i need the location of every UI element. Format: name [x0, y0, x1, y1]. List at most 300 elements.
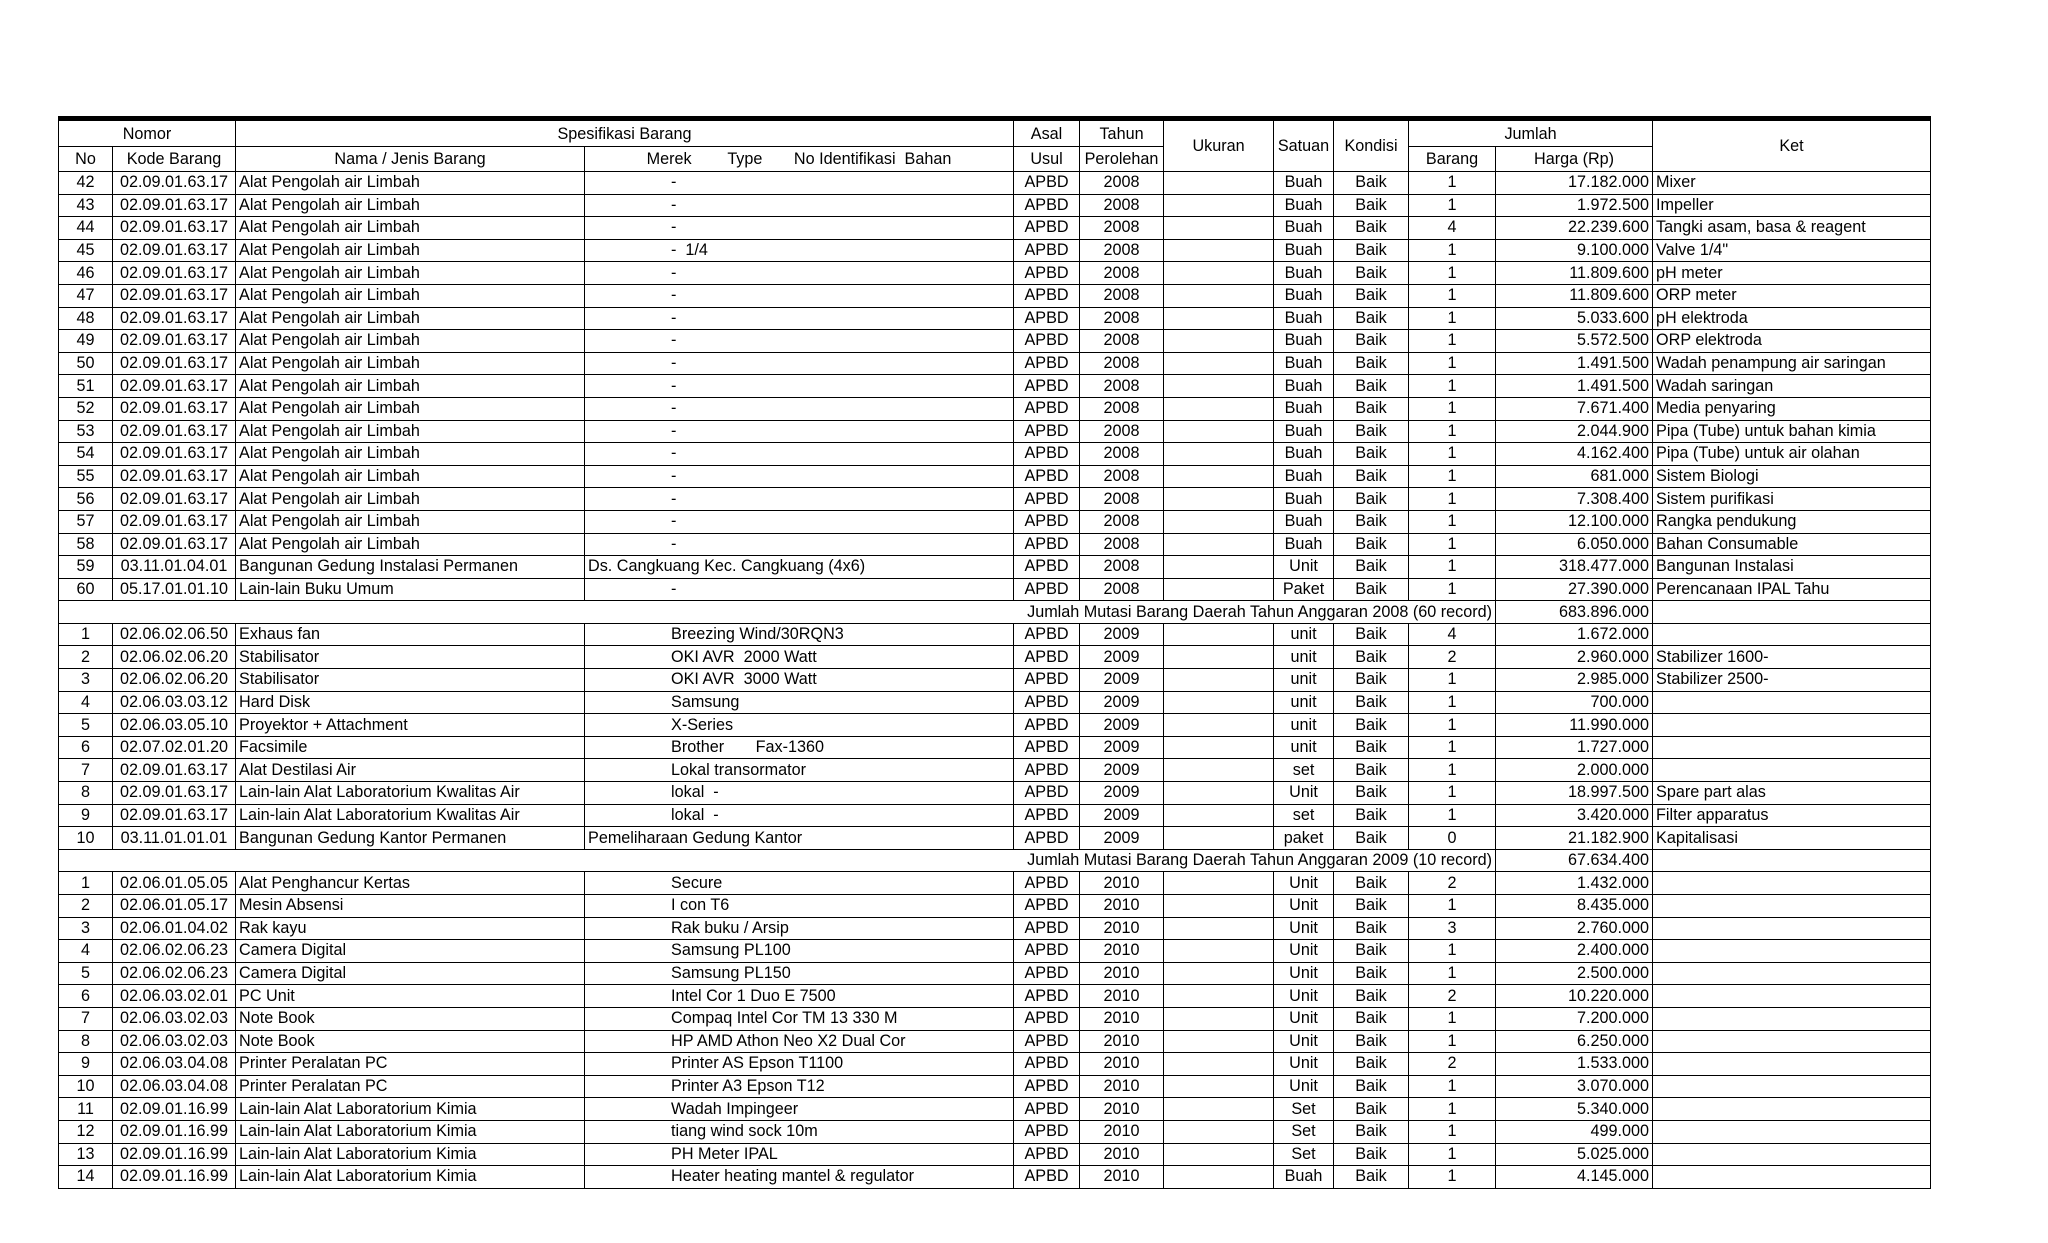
- cell-merek: I con T6: [585, 895, 1014, 918]
- subtotal-label: Jumlah Mutasi Barang Daerah Tahun Anggaran 2008 (60 record): [59, 601, 1496, 624]
- cell-ukuran: [1164, 985, 1274, 1008]
- cell-barang: 1: [1409, 375, 1496, 398]
- table-body: [59, 172, 1931, 1189]
- cell-merek: -: [585, 397, 1014, 420]
- cell-nama: Bangunan Gedung Instalasi Permanen: [236, 556, 585, 579]
- cell-barang: 1: [1409, 691, 1496, 714]
- cell-harga: 2.400.000: [1496, 940, 1653, 963]
- cell-tahun: 2008: [1080, 284, 1164, 307]
- cell-ukuran: [1164, 804, 1274, 827]
- cell-merek: Samsung PL100: [585, 940, 1014, 963]
- cell-ukuran: [1164, 827, 1274, 850]
- cell-ket: [1653, 1120, 1931, 1143]
- cell-kondisi: Baik: [1334, 172, 1409, 195]
- cell-kode: 02.09.01.63.17: [113, 782, 236, 805]
- cell-satuan: Set: [1274, 1120, 1334, 1143]
- cell-ket: [1653, 759, 1931, 782]
- cell-ket: pH elektroda: [1653, 307, 1931, 330]
- cell-ket: Wadah saringan: [1653, 375, 1931, 398]
- cell-asal: APBD: [1014, 736, 1080, 759]
- cell-nama: Lain-lain Alat Laboratorium Kimia: [236, 1143, 585, 1166]
- cell-no: 5: [59, 962, 113, 985]
- cell-no: 2: [59, 646, 113, 669]
- cell-barang: 0: [1409, 827, 1496, 850]
- cell-kode: 02.06.03.04.08: [113, 1053, 236, 1076]
- cell-kode: 02.09.01.63.17: [113, 488, 236, 511]
- cell-kondisi: Baik: [1334, 782, 1409, 805]
- cell-barang: 1: [1409, 1030, 1496, 1053]
- cell-no: 52: [59, 397, 113, 420]
- cell-harga: 2.500.000: [1496, 962, 1653, 985]
- cell-kondisi: Baik: [1334, 194, 1409, 217]
- cell-barang: 1: [1409, 533, 1496, 556]
- cell-barang: 1: [1409, 465, 1496, 488]
- cell-satuan: Buah: [1274, 262, 1334, 285]
- subtotal-ket: [1653, 601, 1931, 624]
- table-row: [59, 420, 1931, 443]
- cell-satuan: Set: [1274, 1098, 1334, 1121]
- cell-kondisi: Baik: [1334, 352, 1409, 375]
- subtotal-total: 67.634.400: [1496, 849, 1653, 872]
- cell-ket: [1653, 1007, 1931, 1030]
- cell-tahun: 2009: [1080, 691, 1164, 714]
- cell-ket: ORP elektroda: [1653, 330, 1931, 353]
- cell-kode: 02.09.01.63.17: [113, 194, 236, 217]
- table-row: [59, 895, 1931, 918]
- cell-merek: Lokal transormator: [585, 759, 1014, 782]
- header-nama-jenis-barang: Nama / Jenis Barang: [236, 147, 585, 172]
- cell-no: 48: [59, 307, 113, 330]
- cell-barang: 2: [1409, 872, 1496, 895]
- cell-ket: Tangki asam, basa & reagent: [1653, 217, 1931, 240]
- cell-merek: -: [585, 307, 1014, 330]
- cell-satuan: Set: [1274, 1143, 1334, 1166]
- cell-satuan: Unit: [1274, 940, 1334, 963]
- cell-harga: 2.760.000: [1496, 917, 1653, 940]
- cell-nama: Alat Pengolah air Limbah: [236, 510, 585, 533]
- table-row: [59, 397, 1931, 420]
- cell-asal: APBD: [1014, 1030, 1080, 1053]
- table-row: [59, 239, 1931, 262]
- cell-nama: Alat Pengolah air Limbah: [236, 375, 585, 398]
- cell-tahun: 2010: [1080, 1120, 1164, 1143]
- cell-tahun: 2010: [1080, 962, 1164, 985]
- cell-ket: [1653, 1030, 1931, 1053]
- cell-tahun: 2008: [1080, 262, 1164, 285]
- cell-harga: 1.727.000: [1496, 736, 1653, 759]
- cell-no: 3: [59, 669, 113, 692]
- cell-kondisi: Baik: [1334, 669, 1409, 692]
- cell-ukuran: [1164, 962, 1274, 985]
- cell-barang: 2: [1409, 646, 1496, 669]
- cell-satuan: Buah: [1274, 307, 1334, 330]
- cell-barang: 1: [1409, 172, 1496, 195]
- cell-satuan: unit: [1274, 623, 1334, 646]
- cell-kode: 02.07.02.01.20: [113, 736, 236, 759]
- table-row: [59, 284, 1931, 307]
- cell-kondisi: Baik: [1334, 307, 1409, 330]
- cell-kondisi: Baik: [1334, 827, 1409, 850]
- cell-satuan: set: [1274, 804, 1334, 827]
- cell-kondisi: Baik: [1334, 488, 1409, 511]
- cell-no: 43: [59, 194, 113, 217]
- cell-tahun: 2009: [1080, 759, 1164, 782]
- cell-ukuran: [1164, 239, 1274, 262]
- table-row: [59, 782, 1931, 805]
- cell-ket: Stabilizer 2500-: [1653, 669, 1931, 692]
- cell-kode: 02.09.01.16.99: [113, 1120, 236, 1143]
- cell-kondisi: Baik: [1334, 262, 1409, 285]
- cell-asal: APBD: [1014, 465, 1080, 488]
- cell-kode: 02.09.01.63.17: [113, 397, 236, 420]
- cell-satuan: Buah: [1274, 533, 1334, 556]
- cell-kondisi: Baik: [1334, 1143, 1409, 1166]
- cell-ukuran: [1164, 488, 1274, 511]
- cell-nama: PC Unit: [236, 985, 585, 1008]
- header-usul: Usul: [1014, 147, 1080, 172]
- cell-ukuran: [1164, 465, 1274, 488]
- cell-ukuran: [1164, 330, 1274, 353]
- cell-no: 42: [59, 172, 113, 195]
- cell-kode: 02.09.01.63.17: [113, 375, 236, 398]
- cell-barang: 1: [1409, 895, 1496, 918]
- cell-tahun: 2008: [1080, 556, 1164, 579]
- cell-asal: APBD: [1014, 714, 1080, 737]
- cell-ket: ORP meter: [1653, 284, 1931, 307]
- cell-harga: 2.044.900: [1496, 420, 1653, 443]
- cell-nama: Note Book: [236, 1030, 585, 1053]
- cell-tahun: 2010: [1080, 917, 1164, 940]
- cell-asal: APBD: [1014, 217, 1080, 240]
- cell-tahun: 2010: [1080, 1098, 1164, 1121]
- cell-tahun: 2008: [1080, 533, 1164, 556]
- cell-asal: APBD: [1014, 1143, 1080, 1166]
- cell-ukuran: [1164, 284, 1274, 307]
- cell-harga: 2.000.000: [1496, 759, 1653, 782]
- cell-harga: 1.432.000: [1496, 872, 1653, 895]
- cell-kode: 02.09.01.63.17: [113, 330, 236, 353]
- cell-asal: APBD: [1014, 194, 1080, 217]
- cell-tahun: 2010: [1080, 895, 1164, 918]
- cell-satuan: Unit: [1274, 985, 1334, 1008]
- table-row: [59, 172, 1931, 195]
- table-row: [59, 917, 1931, 940]
- cell-kondisi: Baik: [1334, 330, 1409, 353]
- cell-kode: 02.06.03.04.08: [113, 1075, 236, 1098]
- cell-barang: 1: [1409, 1166, 1496, 1189]
- cell-kondisi: Baik: [1334, 217, 1409, 240]
- cell-tahun: 2010: [1080, 985, 1164, 1008]
- subtotal-total: 683.896.000: [1496, 601, 1653, 624]
- cell-nama: Alat Pengolah air Limbah: [236, 217, 585, 240]
- cell-tahun: 2010: [1080, 1143, 1164, 1166]
- cell-asal: APBD: [1014, 623, 1080, 646]
- cell-harga: 22.239.600: [1496, 217, 1653, 240]
- cell-ket: Media penyaring: [1653, 397, 1931, 420]
- cell-barang: 1: [1409, 330, 1496, 353]
- cell-merek: Secure: [585, 872, 1014, 895]
- cell-barang: 3: [1409, 917, 1496, 940]
- cell-asal: APBD: [1014, 917, 1080, 940]
- cell-barang: 1: [1409, 1075, 1496, 1098]
- cell-no: 60: [59, 578, 113, 601]
- table-row: [59, 510, 1931, 533]
- header-kode-barang: Kode Barang: [113, 147, 236, 172]
- cell-kondisi: Baik: [1334, 646, 1409, 669]
- cell-kondisi: Baik: [1334, 1030, 1409, 1053]
- cell-tahun: 2010: [1080, 1075, 1164, 1098]
- cell-tahun: 2009: [1080, 736, 1164, 759]
- table-row: [59, 533, 1931, 556]
- table-row: [59, 646, 1931, 669]
- cell-satuan: Paket: [1274, 578, 1334, 601]
- cell-asal: APBD: [1014, 985, 1080, 1008]
- cell-kode: 02.06.01.04.02: [113, 917, 236, 940]
- cell-nama: Alat Pengolah air Limbah: [236, 172, 585, 195]
- cell-ukuran: [1164, 917, 1274, 940]
- cell-asal: APBD: [1014, 962, 1080, 985]
- cell-no: 1: [59, 872, 113, 895]
- table-row: [59, 262, 1931, 285]
- cell-tahun: 2010: [1080, 1007, 1164, 1030]
- cell-no: 7: [59, 759, 113, 782]
- cell-merek: -: [585, 510, 1014, 533]
- table-row: [59, 443, 1931, 466]
- cell-ket: [1653, 1053, 1931, 1076]
- cell-kondisi: Baik: [1334, 1120, 1409, 1143]
- header-jumlah: Jumlah: [1409, 119, 1653, 147]
- cell-barang: 1: [1409, 488, 1496, 511]
- cell-merek: OKI AVR 3000 Watt: [585, 669, 1014, 692]
- cell-harga: 11.809.600: [1496, 262, 1653, 285]
- cell-ukuran: [1164, 533, 1274, 556]
- cell-asal: APBD: [1014, 420, 1080, 443]
- cell-barang: 1: [1409, 352, 1496, 375]
- cell-asal: APBD: [1014, 1007, 1080, 1030]
- cell-asal: APBD: [1014, 352, 1080, 375]
- cell-kondisi: Baik: [1334, 533, 1409, 556]
- cell-satuan: Unit: [1274, 917, 1334, 940]
- cell-kode: 02.09.01.63.17: [113, 239, 236, 262]
- table-row: [59, 736, 1931, 759]
- cell-satuan: Buah: [1274, 375, 1334, 398]
- cell-nama: Lain-lain Alat Laboratorium Kwalitas Air: [236, 804, 585, 827]
- cell-ukuran: [1164, 578, 1274, 601]
- cell-barang: 1: [1409, 1143, 1496, 1166]
- cell-ukuran: [1164, 397, 1274, 420]
- cell-kondisi: Baik: [1334, 940, 1409, 963]
- cell-satuan: unit: [1274, 691, 1334, 714]
- header-tahun: Tahun: [1080, 119, 1164, 147]
- table-row: [59, 1143, 1931, 1166]
- cell-harga: 4.162.400: [1496, 443, 1653, 466]
- cell-nama: Stabilisator: [236, 669, 585, 692]
- cell-asal: APBD: [1014, 284, 1080, 307]
- cell-tahun: 2008: [1080, 217, 1164, 240]
- cell-barang: 1: [1409, 1007, 1496, 1030]
- cell-satuan: Buah: [1274, 172, 1334, 195]
- cell-harga: 7.308.400: [1496, 488, 1653, 511]
- cell-nama: Alat Pengolah air Limbah: [236, 307, 585, 330]
- cell-harga: 3.420.000: [1496, 804, 1653, 827]
- cell-nama: Alat Pengolah air Limbah: [236, 533, 585, 556]
- cell-kode: 02.09.01.63.17: [113, 284, 236, 307]
- header-satuan: Satuan: [1274, 119, 1334, 172]
- cell-satuan: Buah: [1274, 239, 1334, 262]
- cell-no: 1: [59, 623, 113, 646]
- cell-no: 49: [59, 330, 113, 353]
- cell-ukuran: [1164, 262, 1274, 285]
- cell-nama: Alat Penghancur Kertas: [236, 872, 585, 895]
- cell-asal: APBD: [1014, 1053, 1080, 1076]
- cell-merek: Samsung: [585, 691, 1014, 714]
- cell-harga: 499.000: [1496, 1120, 1653, 1143]
- cell-ket: [1653, 1098, 1931, 1121]
- cell-no: 55: [59, 465, 113, 488]
- table-row: [59, 488, 1931, 511]
- cell-kode: 02.06.01.05.05: [113, 872, 236, 895]
- cell-satuan: Buah: [1274, 330, 1334, 353]
- cell-no: 47: [59, 284, 113, 307]
- cell-ket: Filter apparatus: [1653, 804, 1931, 827]
- cell-tahun: 2009: [1080, 804, 1164, 827]
- cell-harga: 11.990.000: [1496, 714, 1653, 737]
- table-row: [59, 669, 1931, 692]
- header-merek-type: Merek Type No Identifikasi Bahan: [585, 147, 1014, 172]
- cell-tahun: 2010: [1080, 872, 1164, 895]
- cell-nama: Alat Pengolah air Limbah: [236, 465, 585, 488]
- cell-nama: Printer Peralatan PC: [236, 1075, 585, 1098]
- cell-ukuran: [1164, 307, 1274, 330]
- header-ket: Ket: [1653, 119, 1931, 172]
- cell-harga: 12.100.000: [1496, 510, 1653, 533]
- cell-kode: 05.17.01.01.10: [113, 578, 236, 601]
- cell-ket: [1653, 940, 1931, 963]
- cell-kode: 02.06.01.05.17: [113, 895, 236, 918]
- cell-kode: 03.11.01.01.01: [113, 827, 236, 850]
- table-row: [59, 194, 1931, 217]
- cell-kondisi: Baik: [1334, 623, 1409, 646]
- cell-no: 57: [59, 510, 113, 533]
- cell-asal: APBD: [1014, 1166, 1080, 1189]
- subtotal-row: [59, 849, 1931, 872]
- cell-ket: [1653, 985, 1931, 1008]
- table-row: [59, 985, 1931, 1008]
- cell-kode: 02.09.01.16.99: [113, 1143, 236, 1166]
- header-harga: Harga (Rp): [1496, 147, 1653, 172]
- table-row: [59, 1075, 1931, 1098]
- cell-merek: -: [585, 217, 1014, 240]
- cell-tahun: 2008: [1080, 465, 1164, 488]
- cell-ket: Kapitalisasi: [1653, 827, 1931, 850]
- cell-harga: 5.340.000: [1496, 1098, 1653, 1121]
- header-no: No: [59, 147, 113, 172]
- cell-harga: 5.572.500: [1496, 330, 1653, 353]
- cell-kode: 02.09.01.63.17: [113, 443, 236, 466]
- cell-harga: 7.200.000: [1496, 1007, 1653, 1030]
- cell-satuan: unit: [1274, 736, 1334, 759]
- table-row: [59, 759, 1931, 782]
- cell-barang: 1: [1409, 669, 1496, 692]
- inventory-table: [58, 116, 1931, 1189]
- cell-tahun: 2009: [1080, 623, 1164, 646]
- subtotal-label: Jumlah Mutasi Barang Daerah Tahun Anggaran 2009 (10 record): [59, 849, 1496, 872]
- cell-nama: Note Book: [236, 1007, 585, 1030]
- cell-kode: 02.06.02.06.23: [113, 962, 236, 985]
- cell-merek: - 1/4: [585, 239, 1014, 262]
- cell-satuan: Buah: [1274, 443, 1334, 466]
- cell-merek: PH Meter IPAL: [585, 1143, 1014, 1166]
- cell-nama: Mesin Absensi: [236, 895, 585, 918]
- cell-nama: Rak kayu: [236, 917, 585, 940]
- cell-merek: Brother Fax-1360: [585, 736, 1014, 759]
- table-row: [59, 872, 1931, 895]
- cell-kode: 02.09.01.63.17: [113, 804, 236, 827]
- cell-ukuran: [1164, 556, 1274, 579]
- cell-no: 56: [59, 488, 113, 511]
- cell-asal: APBD: [1014, 1120, 1080, 1143]
- cell-harga: 7.671.400: [1496, 397, 1653, 420]
- cell-ukuran: [1164, 217, 1274, 240]
- cell-merek: -: [585, 465, 1014, 488]
- cell-harga: 2.985.000: [1496, 669, 1653, 692]
- cell-kode: 02.09.01.63.17: [113, 352, 236, 375]
- cell-harga: 21.182.900: [1496, 827, 1653, 850]
- cell-harga: 9.100.000: [1496, 239, 1653, 262]
- cell-harga: 18.997.500: [1496, 782, 1653, 805]
- cell-merek: -: [585, 330, 1014, 353]
- cell-satuan: Buah: [1274, 465, 1334, 488]
- table-row: [59, 1030, 1931, 1053]
- cell-nama: Exhaus fan: [236, 623, 585, 646]
- cell-barang: 1: [1409, 239, 1496, 262]
- cell-barang: 1: [1409, 420, 1496, 443]
- table-row: [59, 578, 1931, 601]
- cell-barang: 1: [1409, 443, 1496, 466]
- cell-merek: Rak buku / Arsip: [585, 917, 1014, 940]
- cell-satuan: Unit: [1274, 1053, 1334, 1076]
- cell-ket: [1653, 872, 1931, 895]
- cell-ket: [1653, 1143, 1931, 1166]
- cell-ukuran: [1164, 872, 1274, 895]
- table-row: [59, 1120, 1931, 1143]
- cell-kode: 02.06.03.02.01: [113, 985, 236, 1008]
- cell-kode: 02.06.03.02.03: [113, 1030, 236, 1053]
- cell-asal: APBD: [1014, 510, 1080, 533]
- cell-merek: -: [585, 578, 1014, 601]
- table-row: [59, 623, 1931, 646]
- cell-satuan: Unit: [1274, 782, 1334, 805]
- table-row: [59, 217, 1931, 240]
- cell-kondisi: Baik: [1334, 962, 1409, 985]
- cell-asal: APBD: [1014, 646, 1080, 669]
- cell-ukuran: [1164, 736, 1274, 759]
- cell-harga: 6.050.000: [1496, 533, 1653, 556]
- cell-kode: 02.09.01.63.17: [113, 510, 236, 533]
- cell-ukuran: [1164, 691, 1274, 714]
- cell-no: 6: [59, 985, 113, 1008]
- cell-satuan: Unit: [1274, 962, 1334, 985]
- cell-barang: 4: [1409, 623, 1496, 646]
- cell-nama: Proyektor + Attachment: [236, 714, 585, 737]
- cell-no: 14: [59, 1166, 113, 1189]
- cell-nama: Camera Digital: [236, 940, 585, 963]
- cell-barang: 1: [1409, 194, 1496, 217]
- cell-no: 4: [59, 691, 113, 714]
- cell-tahun: 2010: [1080, 1166, 1164, 1189]
- cell-kondisi: Baik: [1334, 578, 1409, 601]
- cell-kode: 03.11.01.04.01: [113, 556, 236, 579]
